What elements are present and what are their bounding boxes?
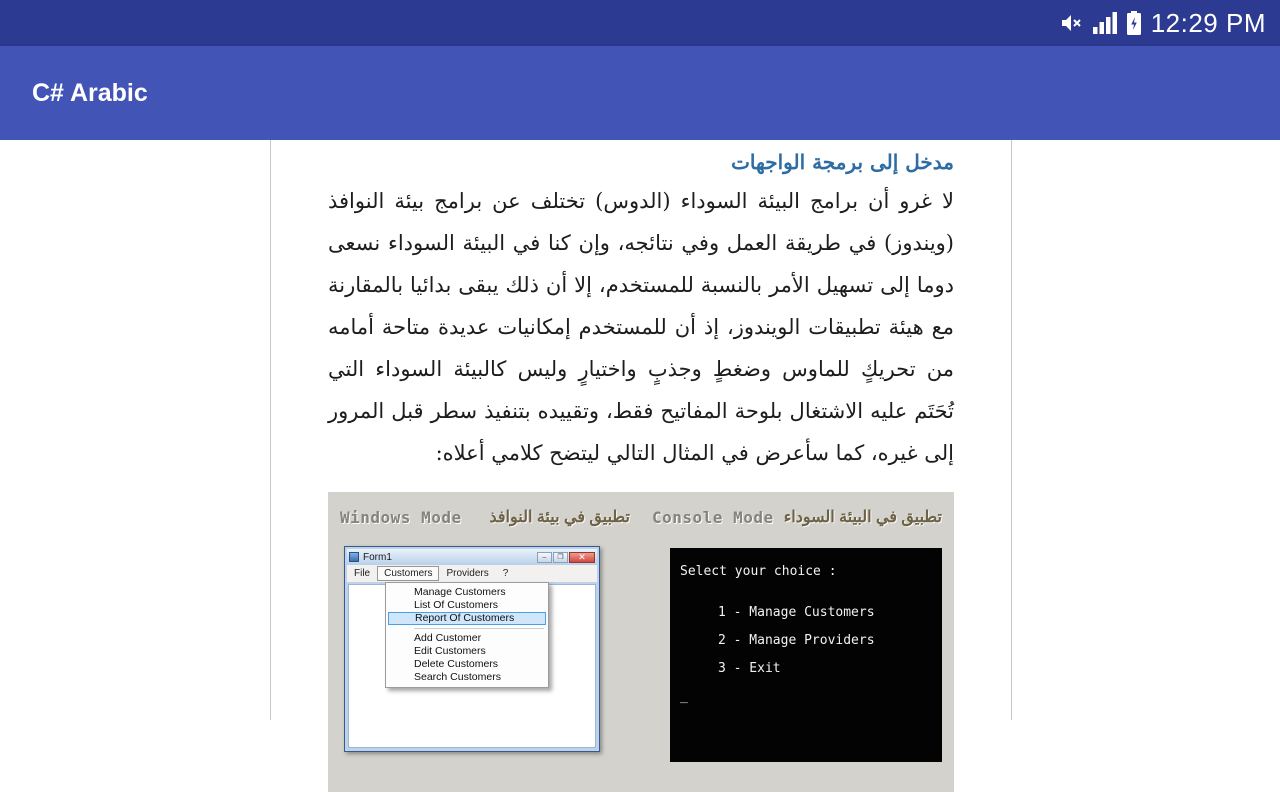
form-window (344, 546, 600, 752)
console-cursor: _ (680, 689, 688, 704)
console-mode-caption: تطبيق في البيئة السوداء (783, 509, 942, 526)
menu-providers: Providers (446, 568, 489, 579)
menu-item: Edit Customers (414, 645, 486, 657)
volume-muted-icon (1059, 11, 1083, 35)
body-paragraph: لا غرو أن برامج البيئة السوداء (الدوس) تختلف عن برامج بيئة النوافذ (ويندوز) في طريقة العمل وفي نتائجه، وإن كنا في البيئة السوداء نسعى دوما إلى تسهيل الأمر بالنسبة للمستخدم، إلا أن ذلك يبقى بدائيا بالمقارنة مع هيئة تطبيقات الويندوز، إذ أن للمستخدم إمكانيات عديدة متاحة أمامه من تحريكٍ للماوس وضغطٍ وجذبٍ واختيارٍ وليس كالبيئة السوداء التي تُحَتَم عليه الاشتغال بلوحة المفاتيح فقط، وتقييده بتنفيذ سطر قبل المرور إلى غيره، كما سأعرض في المثال التالي ليتضح كلامي أعلاه: (328, 189, 954, 465)
menu-help: ? (502, 568, 509, 579)
console-mode-panel (650, 500, 944, 772)
console-option: 2 - Manage Providers (718, 633, 875, 648)
close-button: ✕ (569, 552, 595, 563)
screenshot-figure (328, 492, 954, 792)
document-page[interactable] (270, 140, 1012, 720)
console-mode-title: Console Mode (652, 507, 774, 527)
menu-item-highlighted: Report Of Customers (388, 612, 546, 625)
form-titlebar (347, 549, 597, 565)
windows-mode-title: Windows Mode (340, 507, 462, 527)
menu-item: Manage Customers (414, 586, 506, 598)
menu-item: Delete Customers (414, 658, 499, 670)
signal-icon (1093, 12, 1117, 34)
form-title: Form1 (363, 551, 392, 563)
clock: 12:29 PM (1150, 7, 1266, 38)
menu-item: Add Customer (414, 632, 482, 644)
menu-customers: Customers (377, 566, 439, 581)
menu-item: List Of Customers (414, 599, 499, 611)
console-window (670, 548, 942, 762)
menu-separator (414, 628, 544, 629)
battery-charging-icon (1127, 11, 1141, 35)
minimize-button: – (537, 552, 552, 563)
document-viewer[interactable] (0, 140, 1280, 720)
app-title: C# Arabic (32, 78, 148, 107)
dropdown-menu (385, 582, 549, 688)
menu-item: Search Customers (414, 671, 501, 683)
windows-mode-caption: تطبيق في بيئة النوافذ (489, 509, 630, 526)
form-icon (349, 552, 359, 562)
console-option: 1 - Manage Customers (718, 605, 875, 620)
console-prompt: Select your choice : (680, 564, 837, 579)
menu-file: File (354, 568, 371, 579)
maximize-button: ❐ (553, 552, 568, 563)
form-menubar (347, 565, 597, 582)
console-option: 3 - Exit (718, 661, 781, 676)
app-bar (0, 46, 1280, 140)
windows-mode-panel (338, 500, 632, 772)
section-heading: مدخل إلى برمجة الواجهات (731, 150, 954, 174)
status-bar (0, 0, 1280, 46)
window-controls (537, 552, 595, 563)
